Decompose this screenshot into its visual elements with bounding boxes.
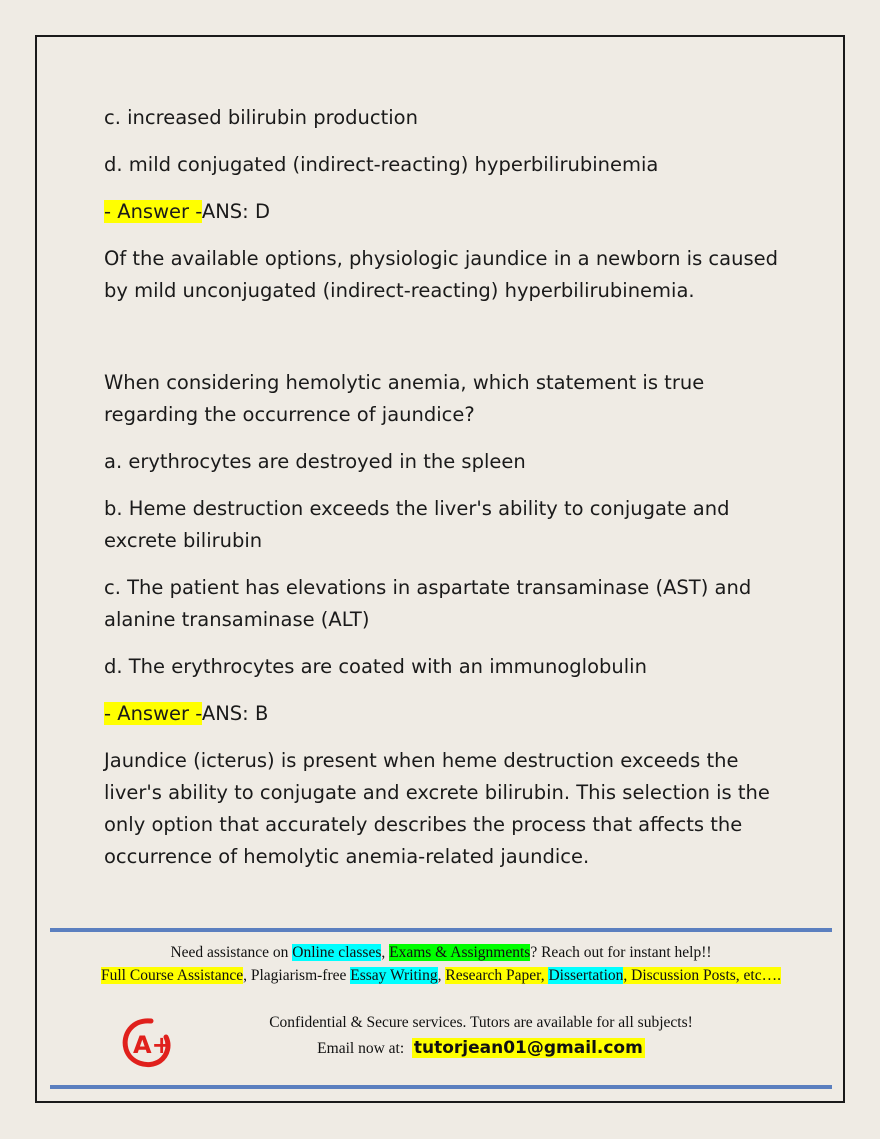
research-paper-link[interactable]: Research Paper, (445, 967, 549, 984)
footer-line-1 (50, 944, 832, 962)
footer-top-rule (50, 928, 832, 932)
full-course-link[interactable]: Full Course Assistance (101, 967, 244, 984)
option-d: d. The erythrocytes are coated with an immunoglobulin (104, 655, 647, 678)
rationale-1: Of the available options, physiologic jaundice in a newborn is caused by mild unconjugated (indirect-reacting) hyperbilirubinemia. (104, 247, 778, 302)
essay-writing-link[interactable]: Essay Writing (350, 967, 438, 984)
answer-label: - Answer - (104, 200, 202, 223)
spacer (104, 322, 794, 367)
option-c: c. The patient has elevations in aspartate transaminase (AST) and alanine transaminase (ALT) (104, 576, 752, 631)
footer-text: ? Reach out for instant help!! (530, 944, 712, 961)
answer-label: - Answer - (104, 702, 202, 725)
footer-text: Need assistance on (170, 944, 293, 961)
footer-text: , Plagiarism-free (243, 967, 351, 984)
document-body (104, 102, 794, 888)
footer-bottom-rule (50, 1085, 832, 1089)
footer-text: , (381, 944, 390, 961)
footer-text: , (437, 967, 446, 984)
option-a: a. erythrocytes are destroyed in the spleen (104, 450, 526, 473)
footer-line-2 (50, 967, 832, 985)
rationale-2: Jaundice (icterus) is present when heme destruction exceeds the liver's ability to conjugate and excrete bilirubin. This selection is the only option that accurately describes the process that affects the occurrence of hemolytic anemia-related jaundice. (104, 749, 770, 868)
option-d-prev: d. mild conjugated (indirect-reacting) hyperbilirubinemia (104, 153, 659, 176)
dissertation-link[interactable]: Dissertation (548, 967, 624, 984)
online-classes-link[interactable]: Online classes (292, 944, 382, 961)
answer-value: ANS: D (201, 200, 270, 223)
email-label: Email now at: (317, 1040, 405, 1057)
option-c-prev: c. increased bilirubin production (104, 106, 418, 129)
answer-line-2 (104, 698, 794, 730)
question-text: When considering hemolytic anemia, which statement is true regarding the occurrence of jaundice? (104, 371, 705, 426)
exams-assignments-link[interactable]: Exams & Assignments (389, 944, 531, 961)
footer-line-3: Confidential & Secure services. Tutors are available for all subjects! (269, 1014, 693, 1031)
discussion-posts-link[interactable]: , Discussion Posts, etc…. (623, 967, 781, 984)
email-link[interactable]: tutorjean01@gmail.com (413, 1038, 643, 1058)
option-b: b. Heme destruction exceeds the liver's ability to conjugate and excrete bilirubin (104, 497, 730, 552)
svg-text:A+: A+ (133, 1031, 172, 1059)
answer-line-1 (104, 196, 794, 228)
answer-value: ANS: B (201, 702, 269, 725)
footer-email-line (90, 1038, 872, 1058)
